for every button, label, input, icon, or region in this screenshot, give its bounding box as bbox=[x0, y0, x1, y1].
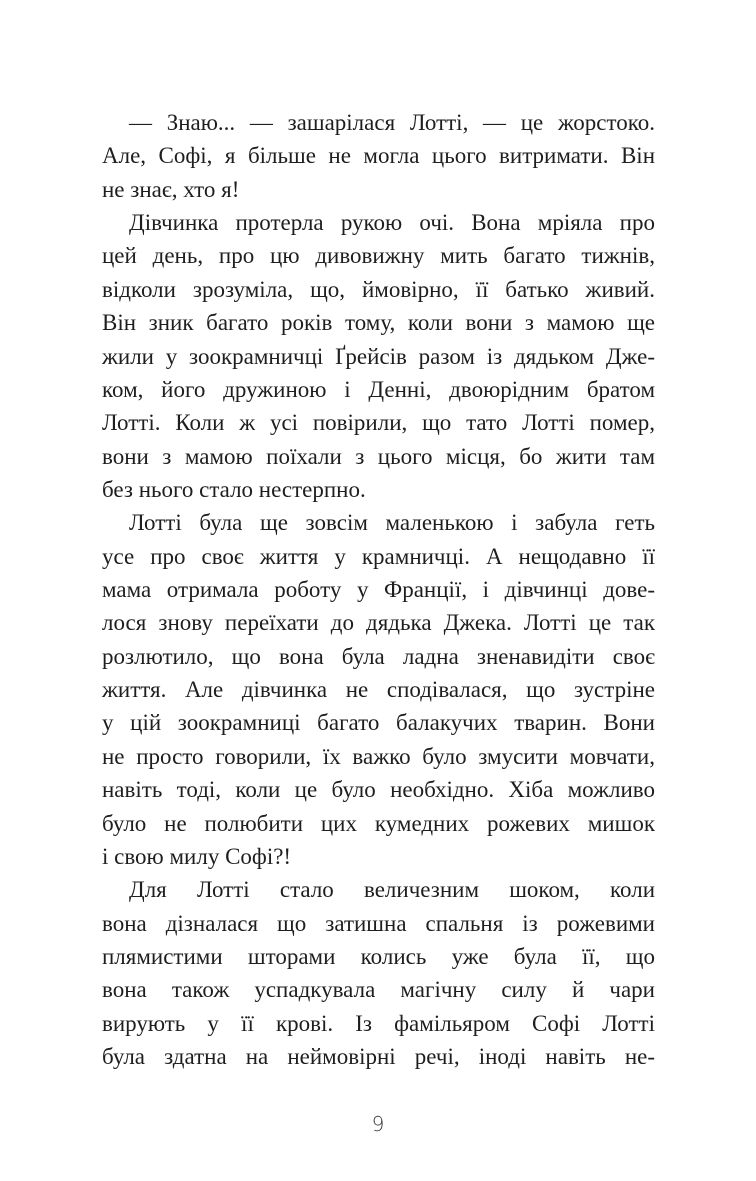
text-line: не знає, хто я! bbox=[102, 176, 240, 202]
text-line: вона також успадкувала магічну силу й чари bbox=[102, 977, 655, 1003]
text-line: не просто говорили, їх важко було змусити мовчати, bbox=[102, 743, 655, 769]
text-line: без нього стало нестерпно. bbox=[102, 476, 366, 502]
text-line: навіть тоді, коли це було необхідно. Хіба можливо bbox=[102, 777, 655, 803]
text-line: Дівчинка протерла рукою очі. Вона мріяла про bbox=[129, 210, 655, 236]
text-line: жили у зоокрамничці Ґрейсів разом із дядьком Дже- bbox=[102, 343, 655, 369]
text-line: вона дізналася що затишна спальня із рожевими bbox=[102, 910, 655, 936]
text-line: була здатна на неймовірні речі, іноді навіть не- bbox=[102, 1044, 655, 1070]
text-line: Лотті. Коли ж усі повірили, що тато Лотті помер, bbox=[102, 410, 655, 436]
text-line: Для Лотті стало величезним шоком, коли bbox=[129, 877, 655, 903]
text-line: у цій зоокрамниці багато балакучих тварин. Вони bbox=[102, 710, 655, 736]
text-line: усе про своє життя у крамничці. А нещодавно її bbox=[102, 543, 655, 569]
paragraph bbox=[102, 506, 655, 873]
text-line: Але, Софі, я більше не могла цього витримати. Він bbox=[102, 143, 655, 169]
text-line: вирують у її крові. Із фамільяром Софі Лотті bbox=[102, 1010, 655, 1036]
text-line: лося знову переїхати до дядька Джека. Лотті це так bbox=[102, 610, 655, 636]
text-line: життя. Але дівчинка не сподівалася, що зустріне bbox=[102, 677, 655, 703]
page-number: 9 bbox=[371, 1112, 385, 1136]
text-line: ком, його дружиною і Денні, двоюрідним братом bbox=[102, 376, 655, 402]
text-line: цей день, про цю дивовижну мить багато тижнів, bbox=[102, 243, 655, 269]
text-line: Лотті була ще зовсім маленькою і забула геть bbox=[129, 510, 655, 536]
text-line: відколи зрозуміла, що, ймовірно, її батько живий. bbox=[102, 276, 655, 302]
paragraph bbox=[102, 873, 655, 1073]
text-line: вони з мамою поїхали з цього місця, бо жити там bbox=[102, 443, 655, 469]
text-line: розлютило, що вона була ладна зненавидіти своє bbox=[102, 643, 655, 669]
text-line: було не полюбити цих кумедних рожевих мишок bbox=[102, 810, 655, 836]
paragraph bbox=[102, 106, 655, 206]
page-body-text bbox=[102, 106, 655, 1073]
text-line: плямистими шторами колись уже була її, що bbox=[102, 943, 655, 969]
text-line: мама отримала роботу у Франції, і дівчинці дове- bbox=[102, 577, 655, 603]
text-line: — Знаю... — зашарілася Лотті, — це жорстоко. bbox=[129, 110, 655, 135]
paragraph bbox=[102, 206, 655, 506]
text-line: Він зник багато років тому, коли вони з мамою ще bbox=[102, 310, 655, 336]
text-line: і свою милу Софі?! bbox=[102, 843, 292, 869]
